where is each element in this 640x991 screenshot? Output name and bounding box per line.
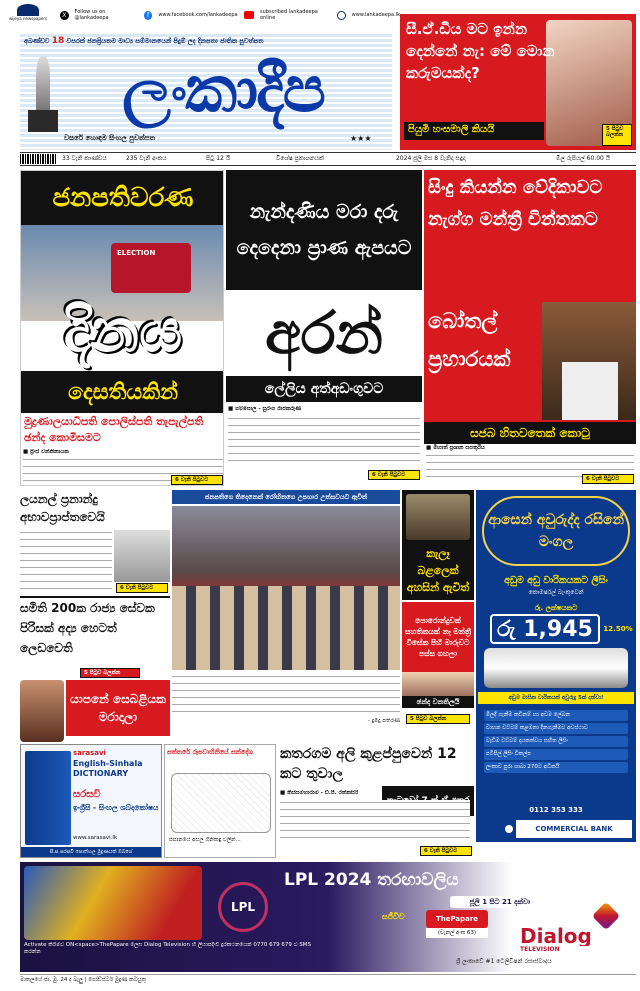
story-wildcat-headline: කැලෑ බළලෙක් අහසින් ඇවිත් [406, 546, 470, 594]
bank-ad-title: අඩුම අඩු වාරිකයකට ලීසිං [504, 574, 608, 586]
story-lionel[interactable] [20, 490, 170, 594]
story-kataragama-byline: ■ තිස්සමහාරාම - ඩී.පී. රත්නසිරි [280, 790, 359, 796]
social-youtube-link[interactable]: subscribed lankadeepa online [260, 9, 318, 21]
bank-bullet: පටිපිල් ලීසිං විකල්ප [484, 749, 628, 760]
bank-bullet: වැඩිම වට්ටම් දායකත්වය සහිත ලීසිං [484, 736, 628, 747]
story-hostage-byline: ■ ගම්පොල - සුරංග රාජකරුණ [228, 406, 302, 412]
photo-event-body [172, 674, 400, 718]
cartoon-sandesi [164, 744, 276, 858]
bank-bullet: ලංකාව පුරා ශාඛා 270ට අධිකයි [484, 762, 628, 773]
promo-headline: සී.ඒ.ඩීය මට ඉන්න දෙන්නේ නැ: මේ මොන කරුමයක්ද? [406, 20, 555, 82]
ad-lpl-dialog[interactable] [20, 862, 636, 972]
wildcat-photo [406, 494, 470, 540]
bank-bullet: වාහන වට්ටම් කළමනා දිනගැනීමට අවස්ථාව [484, 723, 628, 734]
date-label: 2024 ජූලි මස 8 වැනිදා සඳුදා [396, 155, 466, 162]
dictionary-url[interactable]: www.sarasavi.lk [73, 835, 118, 841]
bank-logo-icon [502, 822, 516, 836]
story-lionel-photo [114, 530, 170, 582]
edition-label: විශේෂ ප්‍රකාශනයක් [276, 155, 324, 162]
publisher-name: wijeya newspapers [8, 16, 48, 21]
story-bottle-photo [542, 302, 636, 420]
story-mp-headline: පොරොන්දුවක් සහතිකයක් නෑ මන්ත්‍රී විසේක පිහි මාරුවට පස්ස ගහලා [402, 602, 474, 672]
footer-strip [20, 974, 636, 988]
bank-ad-bullets [484, 708, 628, 798]
story-strike-more[interactable]: 5 පිටුව බලන්න [80, 668, 140, 678]
dictionary-sin1: සරසවි [73, 789, 101, 800]
publisher-logo [4, 4, 52, 26]
story-bottle[interactable] [424, 170, 636, 486]
bank-ad-script: ආසෙන් අවුරුද්ද රසිනේ මංගල [482, 496, 630, 566]
social-x-link[interactable]: Follow us on @lankadeepa [74, 9, 109, 21]
photo-event-caption: ජනපතිගෙ තිදෙනෙක් රෝහිතගෙ උපහාර උත්සවයට ඇවිත් [172, 490, 400, 504]
dictionary-sin2: ඉංග්‍රීසි - සිංහල ශබ්දකෝෂය [73, 803, 159, 812]
photo-event-byline: - දුමිදු පතිරණ [367, 718, 400, 724]
story-bottle-byline: ■ මිහාත් ප්‍රශාන සපතුරිය [426, 445, 485, 451]
story-election[interactable] [20, 170, 224, 486]
story-lionel-body [20, 530, 112, 590]
bank-logo: COMMERCIAL BANK [516, 820, 632, 838]
globe-icon [337, 11, 346, 20]
website-link[interactable]: www.lankadeepa.lk [351, 12, 400, 18]
dictionary-book-image [25, 751, 71, 845]
election-badge: ELECTION [117, 249, 156, 257]
lpl-title: LPL 2024 තරඟාවලිය [284, 870, 459, 890]
lpl-channel-sub: (චැනල් අංක 63) [426, 928, 488, 938]
masthead-area [20, 34, 392, 150]
story-strike-headline: සමිති 200ක රාජ්‍ය සේවක පිරිසක් අද්‍ය හෙටත් ලෙඩවෙති [20, 601, 155, 655]
dictionary-footer: සී.ස සරසවි පොත්හල මුද්‍රණයක් ඔබගේ [21, 847, 161, 857]
story-lionel-headline: ලයනල් ප්‍රනාන්දු අභාවප්‍රාප්තවෙයි [20, 492, 105, 524]
story-hostage-big: අරන් [265, 298, 383, 367]
dialog-logo: Dialog [520, 924, 592, 946]
lpl-channel: ThePapare [426, 910, 488, 928]
story-election-sub: මුද්‍රණාලයාධිපති පොලිස්පති තැපැල්පති ඡන්ද කොමිසමට [24, 415, 204, 444]
story-bottle-more[interactable]: 6 වැනි පිටුවට [582, 474, 634, 484]
info-bar [20, 152, 636, 166]
lpl-live: සජීවීව [382, 912, 405, 921]
publisher-icon [17, 4, 39, 16]
photo-event-image [172, 506, 400, 670]
story-hostage-body [228, 416, 420, 466]
story-mp-sub: ඡන්ද වනතිලයි [402, 696, 474, 708]
volume-label: 33 වැනි කාණ්ඩය [62, 155, 107, 162]
story-election-headline1: දිනය [63, 296, 183, 366]
story-kataragama-body [280, 800, 470, 844]
lpl-players-image [24, 866, 202, 940]
story-mp-more[interactable]: 5 පිටුව බලන්න [406, 714, 470, 724]
dictionary-title: English-Sinhala DICTIONARY [73, 759, 143, 778]
story-photo-event[interactable] [172, 490, 400, 728]
story-bottle-headline: සිංදු කියන්න වේදිකාවට නැග්ග මන්ත්‍රී චින්තකට [428, 177, 603, 230]
story-hostage-more[interactable]: 6 වැනි පිටුවට [368, 470, 420, 480]
issue-label: 235 වැනි අංකය [126, 155, 167, 162]
rating-stars: ★★★ [350, 134, 372, 143]
masthead-title: ලංකාදීප [122, 52, 324, 127]
cartoon-sub: ජපානයේ අසල ගිනිකඳු වලින්... [169, 837, 241, 843]
masthead-tagline: වසරේ හොඳම සිංහල පුවත්පත [64, 134, 156, 142]
story-lionel-more[interactable]: 6 වැනි පිටුවට [116, 583, 168, 593]
story-bottle-sub: සජබ හිතවතෙක් කොටු [424, 422, 636, 444]
story-mp[interactable] [402, 602, 474, 728]
trophy-icon [26, 52, 60, 134]
bank-ad-price-pre: රු. ලක්ෂයකට [534, 603, 578, 612]
facebook-icon: f [144, 11, 153, 20]
bank-ad-line: අඩුම මාසික වාරිකයක් අවුරුදු 5ක් දක්වා! [478, 692, 634, 704]
bank-ad-cars-image [484, 648, 628, 688]
story-hostage-sub: ලේලිය අත්අඩංගුවට [226, 376, 422, 402]
story-jaffna-photo [20, 680, 64, 742]
lpl-activate: Activate කිරීමට ON<space>ThePapare ලෙස Dialog Television හි ලියාපදිංචි දුරකථනයෙන් 0770 679 679 ට SMS කරන්න [24, 942, 312, 955]
dialog-slogan: ශ්‍රී ලංකාවේ #1 ටෙලිවිෂන් රසාස්වාදය [456, 958, 552, 965]
footer-imprint: මාතලයේ ජා. මු. 24 ද බැලු | ගෝඩ්ස්ටර් මුද්‍රණ කටයුතු [20, 977, 147, 983]
barcode [20, 154, 56, 164]
dictionary-brand: sarasavi [73, 749, 106, 757]
promo-box[interactable] [400, 14, 636, 150]
bank-ad-price: රු 1,945 [490, 614, 600, 644]
social-facebook-link[interactable]: www.facebook.com/lankadeepa [158, 12, 238, 18]
story-kataragama[interactable] [278, 744, 474, 858]
price-label: මිල රුපියල් 60.00 යි [556, 155, 611, 162]
story-election-kicker: ජනපතිවරණ [21, 171, 224, 225]
pages-label: පිටු 12 යි [206, 155, 231, 162]
story-hostage-headline: නැන්දණිය මරා දරු දෙදෙනා ප්‍රාණ ඇපයට [226, 170, 422, 290]
story-bottle-big: බෝතල් ප්‍රහාරයක් [428, 309, 511, 371]
ad-dictionary[interactable] [20, 744, 162, 858]
cartoon-title: පත්තරේ රූපවාහිනියේ සන්දේශ [167, 748, 253, 756]
story-election-headline2: දෙසතියකින් [21, 371, 224, 413]
bank-bullet: මිලදී ගැනීම කඩිනම් හා අවම ලේඛන [484, 710, 628, 721]
lpl-logo: LPL [218, 882, 268, 932]
story-jaffna-headline: යාපනේ සෙබළියක මරාදාලා [66, 680, 170, 736]
bank-ad-rate: 12.50% [603, 625, 633, 633]
story-election-byline: ■ ප්‍රිංස් වන්නිනායක [23, 449, 69, 455]
story-wildcat[interactable] [402, 490, 474, 600]
story-jaffna[interactable] [20, 680, 170, 742]
dialog-sub: TELEVISION [520, 946, 560, 953]
x-icon: X [60, 11, 69, 20]
bank-ad-phone[interactable]: 0112 353 333 [529, 806, 583, 814]
ad-commercial-bank[interactable] [476, 490, 636, 842]
story-strike[interactable] [20, 596, 170, 678]
lpl-dates: ජූලි 1 සිට 21 දක්වා [450, 896, 550, 908]
youtube-icon [244, 11, 254, 19]
story-hostage[interactable] [226, 170, 422, 486]
bank-ad-sub: කොමර්ෂල් බැංකුවෙන් [528, 589, 584, 596]
social-strip [0, 0, 400, 30]
story-kataragama-headline: කතරගම අලි කුළප්පුවෙන් 12 කට තුවාල [280, 746, 457, 782]
promo-page-ref[interactable]: 5 පිටුව බලන්න [602, 124, 632, 146]
cartoon-drawing [171, 773, 271, 833]
story-kataragama-more[interactable]: 6 වැනි පිටුවට [420, 846, 472, 856]
promo-byline: පියුමි හංසමාලි කියයි [404, 122, 544, 140]
award-tagline: අඛණ්ඩව 18 වසරක් ජනප්‍රියතම මාධ්‍ය සම්මානයෙන් පිදුම් ලද දිනපතා ජාතික පුවත්පත [24, 36, 264, 46]
story-election-more[interactable]: 6 වැනි පිටුවට [171, 475, 223, 485]
